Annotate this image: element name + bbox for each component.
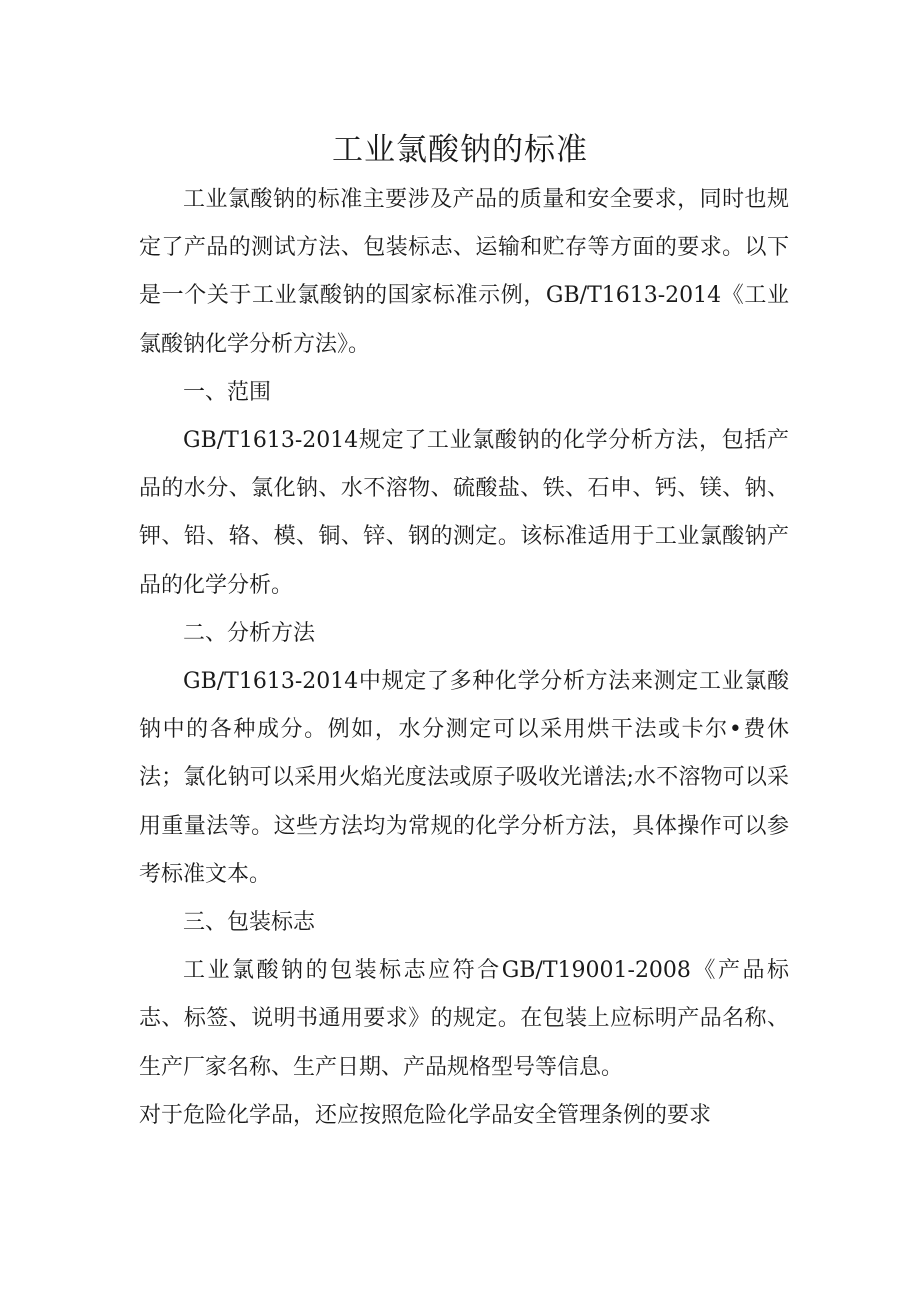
section-heading-scope: 一、范围 — [183, 379, 272, 405]
intro-paragraph: 工业氯酸钠的标准主要涉及产品的质量和安全要求，同时也规定了产品的测试方法、包装标志、运输和贮存等方面的要求。以下是一个关于工业氯酸钠的国家标准示例，GB/T1613-2014《工业氯酸钠化学分析方法》。 — [139, 187, 789, 357]
packaging-paragraph: 工业氯酸钠的包装标志应符合GB/T19001-2008《产品标志、标签、说明书通用要求》的规定。在包装上应标明产品名称、生产厂家名称、生产日期、产品规格型号等信息。 — [139, 958, 789, 1080]
document-body — [139, 176, 789, 1140]
hazard-paragraph: 对于危险化学品，还应按照危险化学品安全管理条例的要求 — [139, 1102, 712, 1128]
document-title: 工业氯酸钠的标准 — [332, 132, 588, 168]
section-heading-methods: 二、分析方法 — [183, 620, 316, 646]
methods-paragraph: GB/T1613-2014中规定了多种化学分析方法来测定工业氯酸钠中的各种成分。例如，水分测定可以采用烘干法或卡尔•费休法；氯化钠可以采用火焰光度法或原子吸收光谱法;水不溶物可以采用重量法等。这些方法均为常规的化学分析方法，具体操作可以参考标准文本。 — [139, 669, 789, 887]
section-heading-packaging: 三、包装标志 — [183, 910, 316, 936]
scope-paragraph: GB/T1613-2014规定了工业氯酸钠的化学分析方法，包括产品的水分、氯化钠、水不溶物、硫酸盐、铁、石申、钙、镁、钠、钾、铅、辂、模、铜、锌、钢的测定。该标准适用于工业氯酸钠产品的化学分析。 — [139, 428, 789, 598]
